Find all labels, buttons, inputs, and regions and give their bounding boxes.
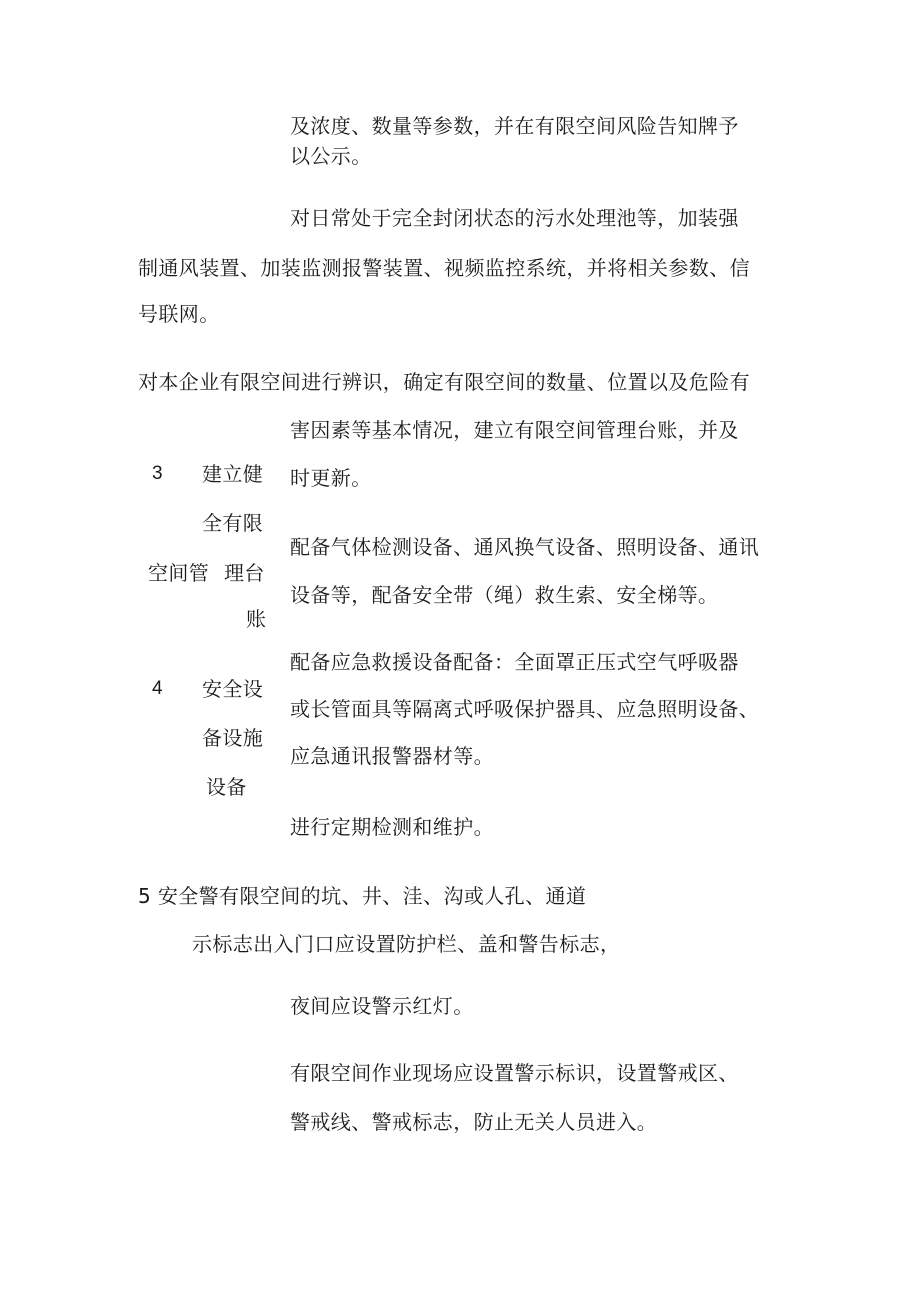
item-4-title-line-2: 备设施 [202, 726, 264, 750]
item-5-line-1: 5 安全警有限空间的坑、井、洼、沟或人孔、通道 [138, 884, 587, 908]
item-3-number: 3 [152, 463, 163, 484]
item-4-title-line-1: 安全设 [202, 677, 264, 701]
para-site-line-1: 有限空间作业现场应设置警示标识，设置警戒区、 [290, 1061, 739, 1085]
para-night-light: 夜间应设警示红灯。 [290, 994, 474, 1018]
para-seal-line-2: 制通风装置、加装监测报警装置、视频监控系统，并将相关参数、信 [138, 256, 750, 280]
item-4-number: 4 [152, 678, 163, 699]
para-rescue-line-1: 配备应急救援设备配备：全面罩正压式空气呼吸器 [290, 650, 739, 674]
para-maintenance: 进行定期检测和维护。 [290, 815, 494, 839]
item-5-line-2: 示标志出入门口应设置防护栏、盖和警告标志， [192, 932, 621, 956]
item-3-title-line-3b: 理台 [224, 561, 265, 585]
para-identify-line-1: 对本企业有限空间进行辨识，确定有限空间的数量、位置以及危险有 [138, 370, 750, 394]
para-rescue-line-3: 应急通讯报警器材等。 [290, 744, 494, 768]
para-top-line-1: 及浓度、数量等参数，并在有限空间风险告知牌予 [290, 114, 739, 138]
para-seal-line-3: 号联网。 [138, 302, 220, 326]
para-identify-line-2: 害因素等基本情况，建立有限空间管理台账，并及 [290, 418, 739, 442]
para-rescue-line-2: 或长管面具等隔离式呼吸保护器具、应急照明设备、 [290, 697, 760, 721]
para-equip-line-1: 配备气体检测设备、通风换气设备、照明设备、通讯 [290, 535, 760, 559]
para-identify-line-3: 时更新。 [290, 466, 372, 490]
item-3-title-line-4: 账 [246, 607, 267, 631]
para-seal-line-1: 对日常处于完全封闭状态的污水处理池等，加装强 [290, 206, 739, 230]
para-top-line-2: 以公示。 [290, 144, 372, 168]
item-3-title-line-2: 全有限 [202, 511, 264, 535]
para-equip-line-2: 设备等，配备安全带（绳）救生索、安全梯等。 [290, 583, 719, 607]
item-4-title-line-3: 设备 [206, 775, 247, 799]
para-site-line-2: 警戒线、警戒标志，防止无关人员进入。 [290, 1110, 658, 1134]
item-3-title-line-3: 空间管 [148, 561, 210, 585]
item-3-title-line-1: 建立健 [202, 462, 264, 486]
